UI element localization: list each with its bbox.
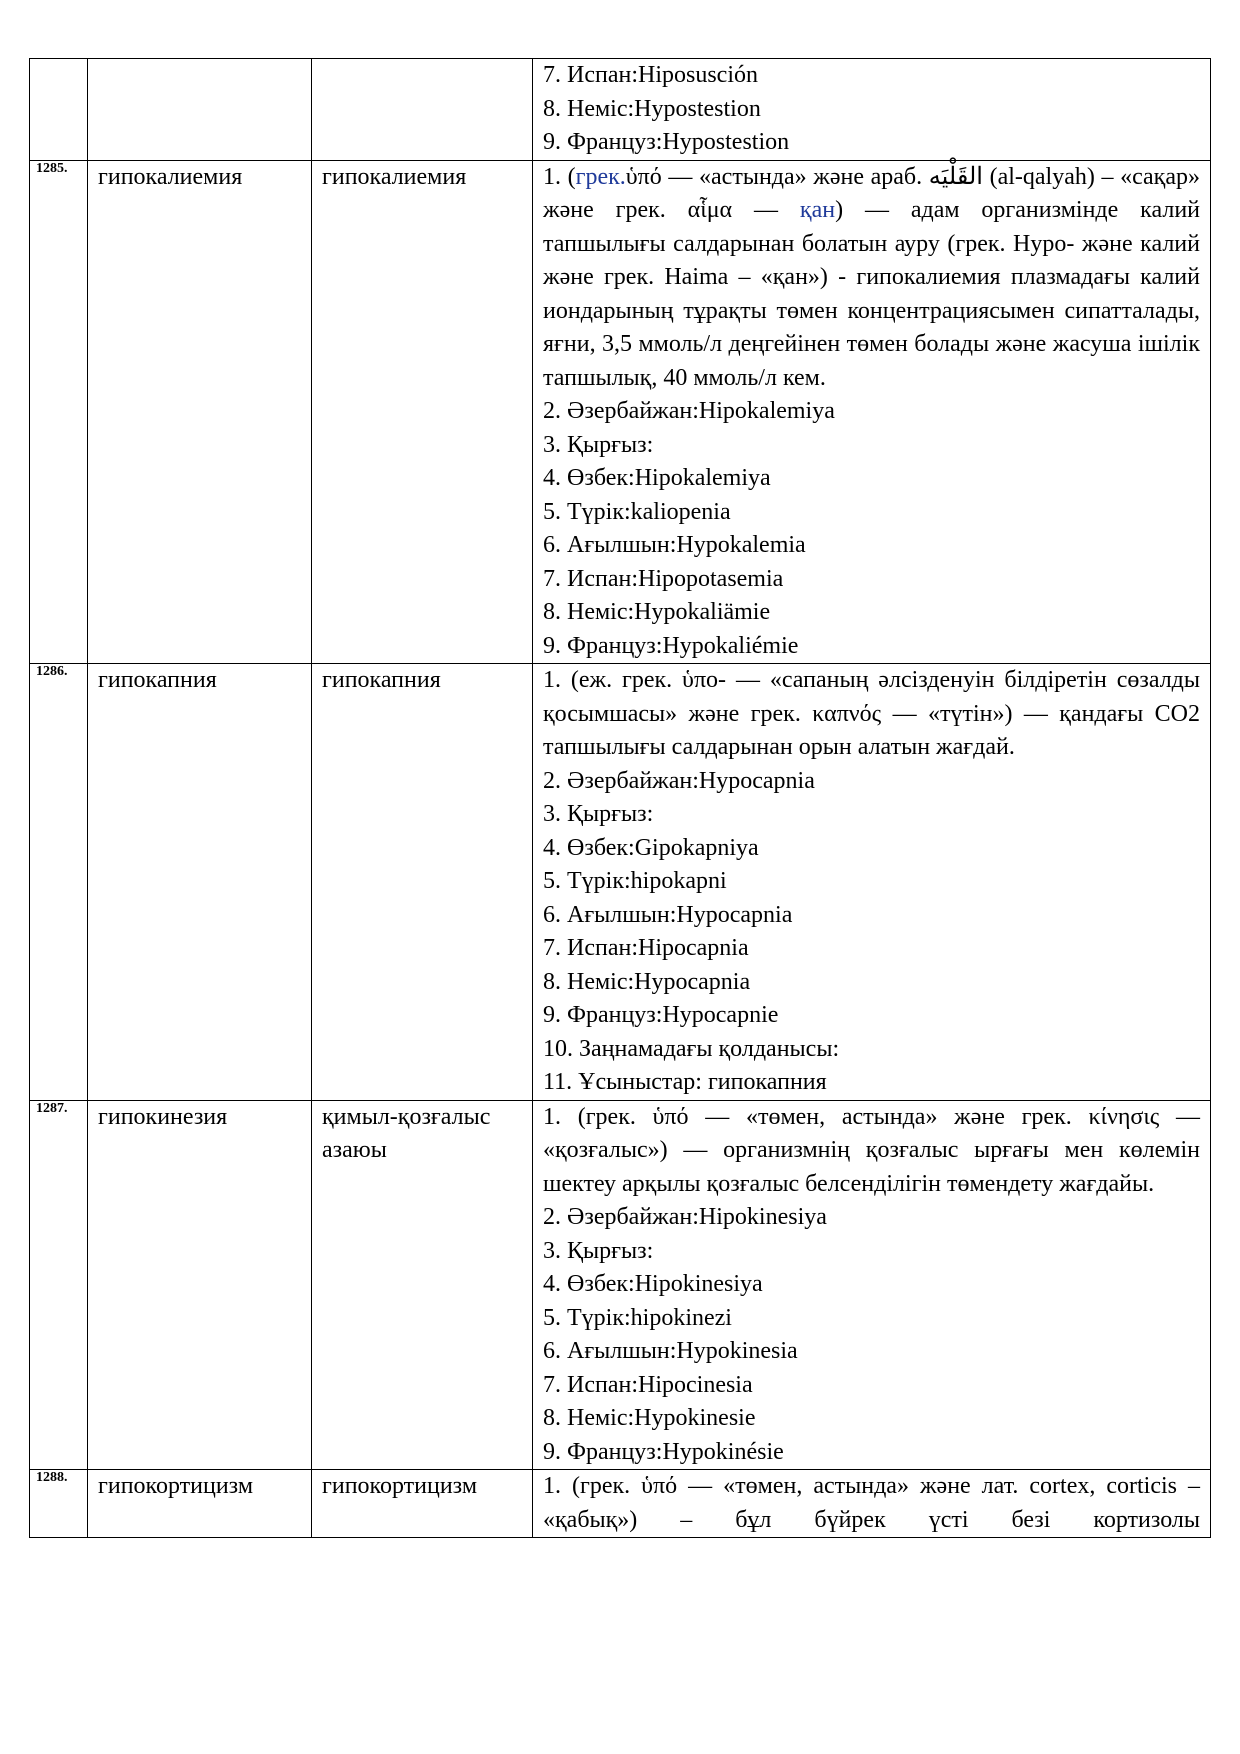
definition-text [543,161,1200,396]
term-russian: гипокортицизм [88,1470,312,1538]
entry-number: 1288. [30,1470,88,1538]
greek-link[interactable]: грек. [575,163,626,190]
entry-number: 1285. [30,160,88,664]
translation-line: 7. Испан:Hipocapnia [543,935,749,961]
term-russian [88,59,312,161]
translation-line: 9. Француз:Hypocapnie [543,1002,779,1028]
table-row [30,160,1211,664]
definition-text: 1. (еж. грек. ὑπο- — «сапаның әлсізденуін білдіретін сөзалды қосымшасы» және грек. καπνός — «түтін») — қандағы CO2 тапшылығы салдарынан орын алатын жағдай. [543,667,1200,760]
entry-number [30,59,88,161]
translation-line: 6. Ағылшын:Hypokinesia [543,1338,798,1364]
translation-line: 9. Француз:Hypostestion [543,129,790,155]
term-kazakh: гипокалиемия [312,160,533,664]
translation-line: 5. Түрік:hipokinezi [543,1304,732,1331]
translation-line: 8. Неміс:Hypokaliämie [543,599,771,625]
entry-number: 1286. [30,664,88,1101]
translation-line: 7. Испан:Hiposusción [543,62,758,88]
translation-line: 8. Неміс:Hypocapnia [543,968,751,995]
translation-line: 7. Испан:Hipocinesia [543,1371,753,1398]
translation-line: 9. Француз:Hypokinésie [543,1438,784,1465]
definition-cell [533,664,1211,1101]
term-kazakh [312,59,533,161]
blood-link[interactable]: қан [799,197,836,223]
translation-line: 11. Ұсыныстар: гипокапния [543,1069,827,1095]
translation-line: 5. Түрік:kaliopenia [543,498,731,525]
translation-line: 10. Заңнамадағы қолданысы: [543,1035,840,1062]
term-kazakh: гипокортицизм [312,1470,533,1538]
translation-line: 2. Әзербайжан:Hypocapnia [543,767,815,794]
translation-line: 2. Әзербайжан:Hipokalemiya [543,398,835,424]
definition-cell [533,1470,1211,1538]
translation-line: 3. Қырғыз: [543,431,654,458]
translation-line: 9. Француз:Hypokaliémie [543,632,799,659]
translation-line: 8. Неміс:Hypostestion [543,95,761,122]
definition-part: 1. ( [543,163,576,190]
terminology-table [29,58,1211,1538]
definition-cell [533,1100,1211,1470]
table-row [30,1100,1211,1470]
definition-part: ) — адам организмінде калий тапшылығы салдарынан болатын ауру (грек. Hypo- және калий және грек. Haima – «қан») - гипокалиемия плазмадағы калий иондарының тұрақты төмен концентрациясымен сипатталады, яғни, 3,5 ммоль/л деңгейінен төмен болады және жасуша ішілік тапшылық, 40 ммоль/л кем. [543,197,1201,391]
definition-text: 1. (грек. ὑπό — «төмен, астында» және лат. cortex, corticis – «қабық») – бұл бүйрек үсті безі кортизолы [543,1473,1200,1533]
translation-line: 6. Ағылшын:Hypokalemia [543,532,806,558]
term-russian: гипокинезия [88,1100,312,1470]
term-kazakh: гипокапния [312,664,533,1101]
definition-cell [533,59,1211,161]
translation-line: 8. Неміс:Hypokinesie [543,1405,756,1431]
translation-line: 2. Әзербайжан:Hipokinesiya [543,1204,827,1230]
term-russian: гипокалиемия [88,160,312,664]
translation-line: 6. Ағылшын:Hypocapnia [543,901,793,928]
table-row [30,664,1211,1101]
term-kazakh: қимыл-қозғалыс азаюы [312,1100,533,1470]
table-row [30,1470,1211,1538]
translation-line: 3. Қырғыз: [543,801,654,827]
table-row [30,59,1211,161]
term-russian: гипокапния [88,664,312,1101]
translation-line: 4. Өзбек:Gipokapniya [543,834,759,861]
translation-line: 7. Испан:Hipopotasemia [543,565,784,592]
translation-line: 5. Түрік:hipokapni [543,868,727,894]
translation-line: 4. Өзбек:Hipokinesiya [543,1271,763,1297]
definition-text: 1. (грек. ὑπό — «төмен, астында» және грек. κίνησις — «қозғалыс») — организмнің қозғалыс ырғағы мен көлемін шектеу арқылы қозғалыс белсенділігін төмендету жағдайы. [543,1103,1200,1197]
translation-line: 4. Өзбек:Hipokalemiya [543,465,771,491]
definition-cell [533,160,1211,664]
definition-part: ὑπό — «астында» және араб. القَلْيَه (al-qalyah) – «сақар» және грек. αἷμα — [543,163,1200,223]
translation-line: 3. Қырғыз: [543,1237,654,1264]
entry-number: 1287. [30,1100,88,1470]
